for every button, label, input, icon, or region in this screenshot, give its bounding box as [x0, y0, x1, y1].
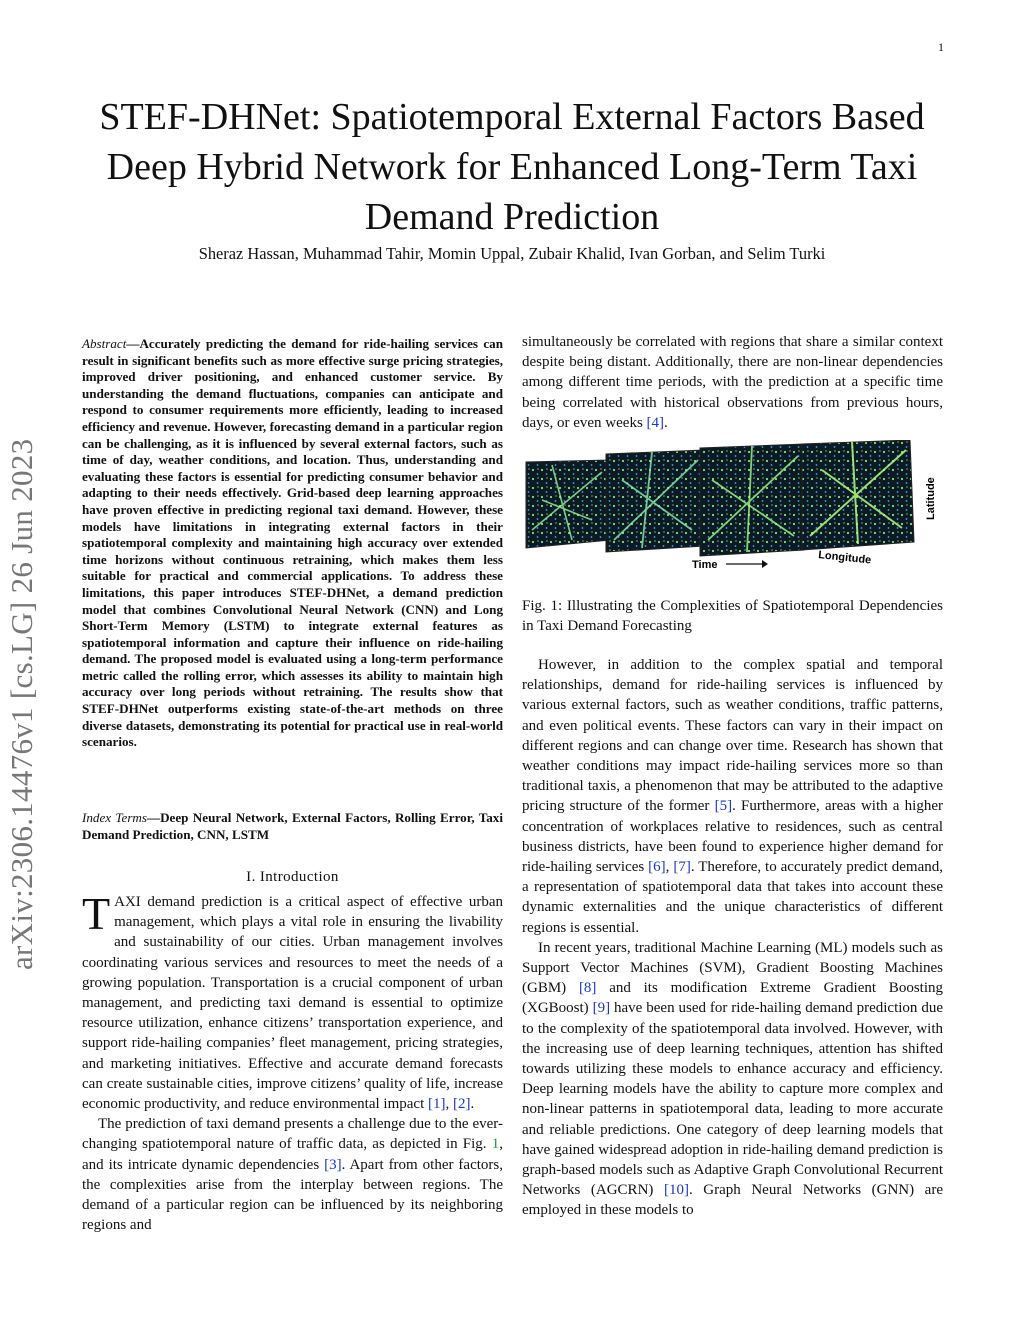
figure-1-spatiotemporal-illustration [522, 440, 943, 590]
paragraph-text: simultaneously be correlated with regions that share a similar context despite being distant. Additionally, there are non-linear dependencies among different time periods, with the prediction at a specific time being correlated with historical observations from previous hours, days, or even weeks [522, 334, 943, 431]
citation-link[interactable]: [2] [453, 1096, 471, 1113]
intro-p1-text: AXI demand prediction is a critical aspect of effective urban management, which plays a vital role in ensuring the livability and sustainability of our cities. Urban management involves coordinating various services and resources to meet the needs of a growing population. Transportation is a crucial component of urban management, and predicting taxi demand is essential to optimize resource utilization, enhance citizens’ transportation experience, and support ride-hailing companies’ fleet management, pricing strategies, and marketing initiatives. Effective and accurate demand forecasts can create sustainable cities, improve citizens’ quality of life, increase economic productivity, and reduce environmental impact [82, 894, 503, 1113]
paragraph-text: . Furthermore, areas with a higher concentration of workplaces relative to residences, such as central business districts, have been found to experience higher demand for ride-hailing services [522, 798, 943, 876]
intro-paragraph-2 [82, 1114, 503, 1235]
separator: , [665, 859, 674, 876]
time-label: Time [692, 559, 718, 571]
paragraph-text: have been used for ride-hailing demand prediction due to the complexity of the spatiotemporal data involved. However, with the increasing use of deep learning techniques, attention has shifted towards utilizing these models to enhance accuracy and efficiency. Deep learning models have the ability to capture more complex and non-linear patterns in spatiotemporal data, leading to more accurate and reliable predictions. One category of deep learning models that have gained widespread adoption in ride-hailing demand prediction is graph-based models such as Adaptive Graph Convolutional Recurrent Networks (AGCRN) [522, 1000, 944, 1199]
citation-link[interactable]: [1] [428, 1096, 446, 1113]
paragraph-ml-models [522, 938, 943, 1221]
paragraph-text: and its modification Extreme Gradient Boosting (XGBoost) [522, 980, 943, 1017]
introduction-body [82, 888, 503, 1235]
period: . [664, 414, 668, 431]
paragraph-text: In recent years, traditional Machine Learning (ML) models such as Support Vector Machines (SVM), Gradient Boosting Machines (GBM) [522, 939, 943, 997]
map-frame-2 [606, 450, 704, 552]
latitude-label: Latitude [925, 477, 937, 520]
intro-p2-text: . Apart from other factors, the complexities arise from the interplay between regions. The demand of a particular region can be influenced by its neighboring regions and [82, 1156, 503, 1234]
right-column-top-paragraph [522, 332, 943, 433]
arxiv-identifier: arXiv:2306.14476v1 [cs.LG] 26 Jun 2023 [4, 438, 39, 970]
paragraph-text: However, in addition to the complex spatial and temporal relationships, demand for ride-hailing services is influenced by various external factors, such as weather conditions, traffic patterns, and even political events. These factors can vary in their impact on different regions and can change over time. Research has shown that weather conditions may impact ride-hailing services more so than traditional taxis, a phenomenon that may be attributed to the adaptive pricing structure of the former [522, 657, 943, 815]
citation-link[interactable]: [6] [648, 859, 666, 876]
paragraph-text: . Graph Neural Networks (GNN) are employed in these models to [522, 1182, 943, 1219]
longitude-label: Longitude [817, 549, 872, 567]
abstract-label: Abstract [82, 336, 127, 351]
period: . [470, 1096, 475, 1113]
citation-link[interactable]: [8] [578, 980, 597, 997]
author-list: Sheraz Hassan, Muhammad Tahir, Momin Uppal, Zubair Khalid, Ivan Gorban, and Selim Turki [198, 244, 826, 263]
figure-reference-link[interactable]: 1 [491, 1136, 500, 1153]
citation-link[interactable]: [4] [646, 414, 665, 431]
intro-paragraph-1 [82, 888, 503, 1114]
paper-title: STEF-DHNet: Spatiotemporal External Factors Based Deep Hybrid Network for Enhanced Long-Term Taxi Demand Prediction [99, 96, 925, 238]
map-frame-1 [526, 460, 610, 548]
citation-link[interactable]: [9] [592, 1000, 611, 1017]
citation-link[interactable]: [7] [673, 859, 691, 876]
index-terms-text: —Deep Neural Network, External Factors, Rolling Error, Taxi Demand Prediction, CNN, LSTM [82, 810, 503, 842]
index-terms-label: Index Terms [82, 810, 147, 825]
map-frame-3 [700, 444, 804, 556]
intro-p2-text: , and its intricate dynamic dependencies [82, 1136, 503, 1173]
right-column-body [522, 655, 943, 1221]
figure-1-caption: Fig. 1: Illustrating the Complexities of Spatiotemporal Dependencies in Taxi Demand Forecasting [522, 598, 943, 635]
paragraph-external-factors [522, 655, 943, 938]
citation-link[interactable]: [5] [714, 798, 733, 815]
abstract-text: —Accurately predicting the demand for ride-hailing services can result in significant benefits such as more effective surge pricing strategies, improved driver positioning, and enhanced customer service. By understanding the demand fluctuations, companies can anticipate and respond to consumer requirements more efficiently, leading to increased efficiency and revenue. However, forecasting demand in a particular region can be challenging, as it is influenced by several external factors, such as time of day, weather conditions, and location. Thus, understanding and evaluating these factors is essential for predicting consumer behavior and adapting to their needs effectively. Grid-based deep learning approaches have proven effective in predicting regional taxi demand. However, these models have limitations in integrating external factors in their spatiotemporal complexity and maintaining high accuracy over extended time horizons without continuous retraining, which makes them less suitable for practical and commercial applications. To address these limitations, this paper introduces STEF-DHNet, a demand prediction model that combines Convolutional Neural Network (CNN) and Long Short-Term Memory (LSTM) to integrate external features as spatiotemporal information and capture their influence on ride-hailing demand. The proposed model is evaluated using a long-term performance metric called the rolling error, which assesses its ability to maintain high accuracy over long periods without retraining. The results show that STEF-DHNet outperforms existing state-of-the-art methods on three diverse datasets, demonstrating its potential for practical use in real-world scenarios. [82, 336, 503, 750]
intro-p2-text: The prediction of taxi demand presents a challenge due to the ever-changing spatiotemporal nature of traffic data, as depicted in Fig. [82, 1116, 503, 1153]
paragraph-text: . Therefore, to accurately predict demand, a representation of spatiotemporal data that takes into account these dynamic externalities and the unique characteristics of different regions is essential. [522, 859, 944, 936]
abstract [82, 336, 503, 751]
drop-cap: T [82, 888, 111, 939]
time-arrow-icon [726, 560, 768, 568]
separator: , [445, 1096, 453, 1113]
section-heading-introduction: I. Introduction [246, 869, 339, 885]
citation-link[interactable]: [3] [324, 1156, 342, 1173]
index-terms [82, 810, 503, 843]
page-number: 1 [938, 40, 944, 54]
map-frame-4 [802, 440, 914, 550]
citation-link[interactable]: [10] [663, 1182, 689, 1199]
